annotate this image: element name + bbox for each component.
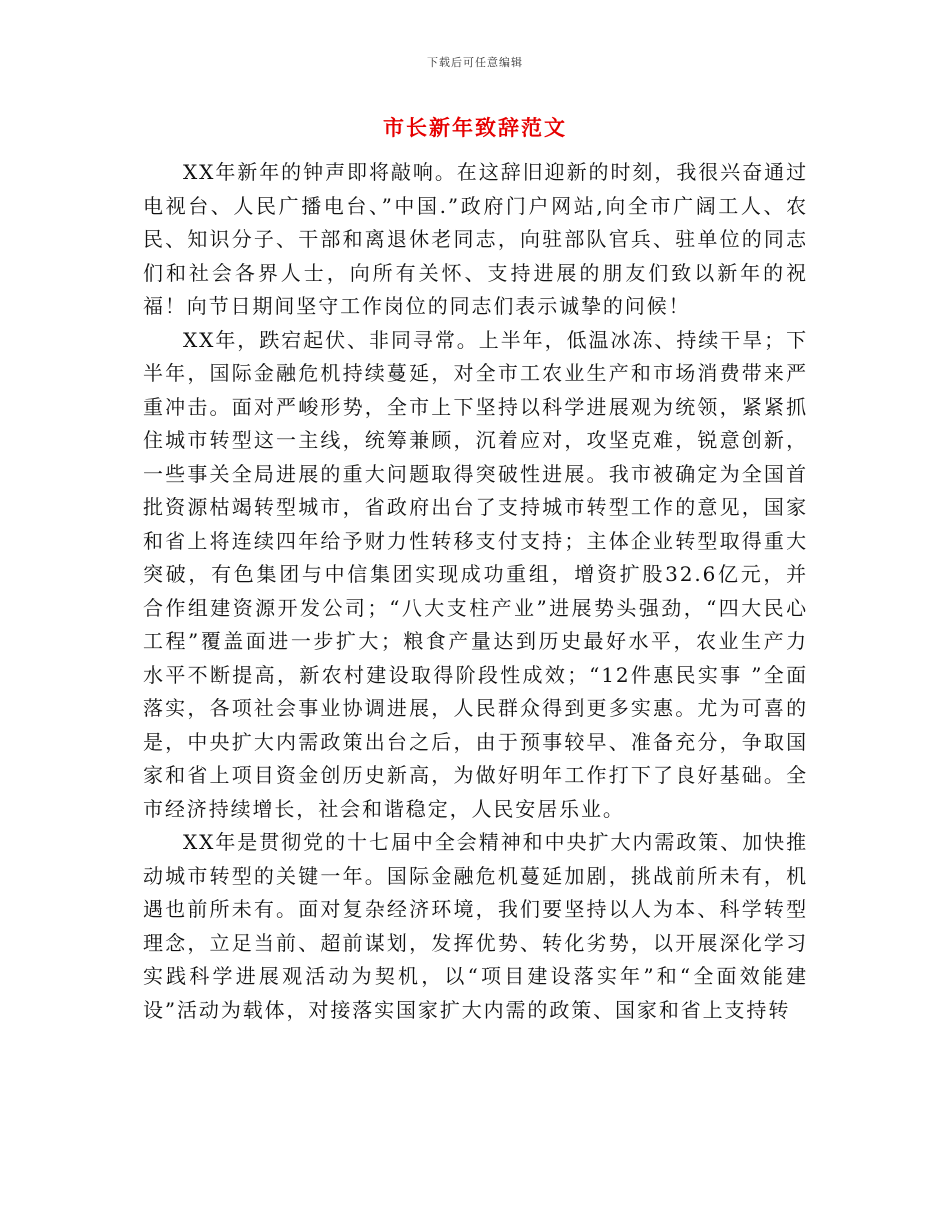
- paragraph-new-year-greeting: XX年新年的钟声即将敲响。在这辞旧迎新的时刻，我很兴奋通过电视台、人民广播电台、”中国.”政府门户网站,向全市广阔工人、农民、知识分子、干部和离退休老同志，向驻部队官兵、驻单位的同志们和社会各界人士，向所有关怀、支持进展的朋友们致以新年的祝福！向节日期间坚守工作岗位的同志们表示诚挚的问候！: [143, 160, 808, 318]
- header-note: 下载后可任意编辑: [427, 56, 523, 69]
- paragraph-year-review: XX年，跌宕起伏、非同寻常。上半年，低温冰冻、持续干旱；下半年，国际金融危机持续蔓延，对全市工农业生产和市场消费带来严重冲击。面对严峻形势，全市上下坚持以科学进展观为统领，紧紧抓住城市转型这一主线，统筹兼顾，沉着应对，攻坚克难，锐意创新，一些事关全局进展的重大问题取得突破性进展。我市被确定为全国首批资源枯竭转型城市，省政府出台了支持城市转型工作的意见，国家和省上将连续四年给予财力性转移支付支持；主体企业转型取得重大突破，有色集团与中信集团实现成功重组，增资扩股32.6亿元，并合作组建资源开发公司；“八大支柱产业”进展势头强劲，“四大民心工程”覆盖面进一步扩大；粮食产量达到历史最好水平，农业生产力水平不断提高，新农村建设取得阶段性成效；“12件惠民实事 ”全面落实，各项社会事业协调进展，人民群众得到更多实惠。尤为可喜的是，中央扩大内需政策出台之后，由于预事较早、准备充分，争取国家和省上项目资金创历史新高，为做好明年工作打下了良好基础。全市经济持续增长，社会和谐稳定，人民安居乐业。: [143, 327, 808, 821]
- paragraph-coming-year: XX年是贯彻党的十七届中全会精神和中央扩大内需政策、加快推动城市转型的关键一年。国际金融危机蔓延加剧，挑战前所未有，机遇也前所未有。面对复杂经济环境，我们要坚持以人为本、科学转型理念，立足当前、超前谋划，发挥优势、转化劣势，以开展深化学习实践科学进展观活动为契机，以“项目建设落实年”和“全面效能建设”活动为载体，对接落实国家扩大内需的政策、国家和省上支持转: [143, 830, 808, 1022]
- document-title: 市长新年致辞范文: [383, 115, 567, 140]
- document-body: [143, 156, 808, 1027]
